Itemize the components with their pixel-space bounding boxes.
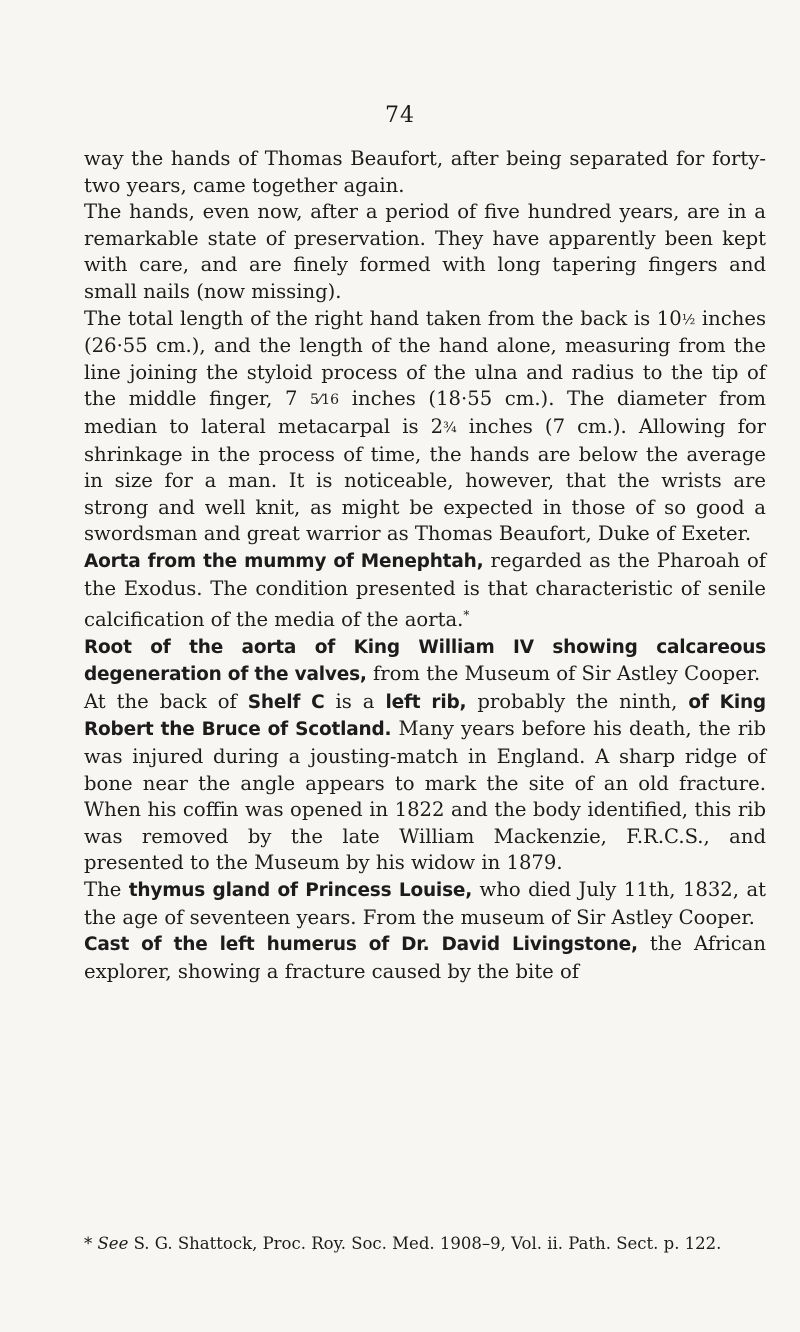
text-segment: is a — [324, 689, 386, 713]
footnote-reference: * — [463, 608, 470, 623]
exhibit-text: regarded as the Pharoah of the Exodus. The condition presented is that characteristic of senile calcification of the media of the aorta. — [84, 548, 766, 632]
footnote-text: S. G. Shattock, Proc. Roy. Soc. Med. 1908–9, Vol. ii. Path. Sect. p. 122. — [128, 1234, 722, 1253]
exhibit-heading: Root of the aorta of King William IV showing calcareous degeneration of the valves, — [84, 636, 766, 686]
paragraph-hands-preservation: The hands, even now, after a period of five hundred years, are in a remarkable state of preservation. They have apparently been kept with care, and are finely formed with long tapering fingers and small nails (now missing). — [84, 200, 766, 303]
measure-text-a: The total length of the right hand taken from the back is 10 — [84, 306, 682, 330]
paragraph-livingstone — [84, 931, 766, 985]
fraction-five-sixteenths: 5⁄16 — [310, 392, 340, 409]
exhibit-heading: Cast of the left humerus of Dr. David Livingstone, — [84, 934, 638, 956]
shelf-label: Shelf C — [247, 691, 325, 713]
footnote-see: See — [97, 1234, 129, 1253]
exhibit-text: from the Museum of Sir Astley Cooper. — [366, 662, 761, 686]
fraction-half: ½ — [681, 311, 696, 328]
paragraph-william-iv — [84, 634, 766, 689]
footnote-mark: * — [84, 1234, 93, 1253]
footnote — [84, 1232, 766, 1255]
text-segment: The — [84, 878, 129, 902]
paragraph-continuation: way the hands of Thomas Beaufort, after being separated for forty-two years, came together again. — [84, 147, 766, 197]
paragraph-hand-measurements — [84, 306, 766, 548]
exhibit-heading: of King Robert the Bruce of Scotland. — [84, 691, 766, 741]
page-number: 74 — [385, 103, 415, 128]
text-segment: Many years before his death, the rib was injured during a jousting-match in England. A sharp ridge of bone near the angle appears to mark the site of an old fracture. When his coffin was opened in 1822 and the body identified, this rib was removed by the late William Mackenzie, F.R.C.S., and presented to the Museum by his widow in 1879. — [84, 717, 766, 875]
measure-text-b: inches (26·55 cm.), and the length of the hand alone, measuring from the line joining the styloid process of the ulna and radius to the tip of the middle finger, 7 — [84, 306, 767, 411]
measure-text-d: inches (7 cm.). Allowing for shrinkage in the process of time, the hands are below the average in size for a man. It is noticeable, however, that the wrists are strong and well knit, as might be expected in those of so good a swordsman and great warrior as Thomas Beaufort, Duke of Exeter. — [84, 414, 766, 546]
paragraph-princess-louise — [84, 877, 766, 931]
body-text — [84, 146, 766, 985]
exhibit-text: the African explorer, showing a fracture caused by the bite of — [84, 932, 766, 983]
text-segment: probably the ninth, — [466, 689, 689, 713]
paragraph-robert-bruce — [84, 689, 766, 877]
exhibit-heading: Aorta from the mummy of Menephtah, — [84, 550, 484, 572]
exhibit-heading: left rib, — [385, 691, 467, 713]
exhibit-heading: thymus gland of Princess Louise, — [128, 880, 473, 902]
text-segment: At the back of — [84, 689, 248, 713]
exhibit-text: who died July 11th, 1832, at the age of seventeen years. From the museum of Sir Astley Cooper. — [84, 878, 766, 929]
paragraph-aorta-menephtah — [84, 548, 766, 634]
measure-text-c: inches (18·55 cm.). The diameter from median to lateral metacarpal is 2 — [84, 387, 767, 438]
fraction-three-quarters: ¾ — [443, 419, 457, 436]
